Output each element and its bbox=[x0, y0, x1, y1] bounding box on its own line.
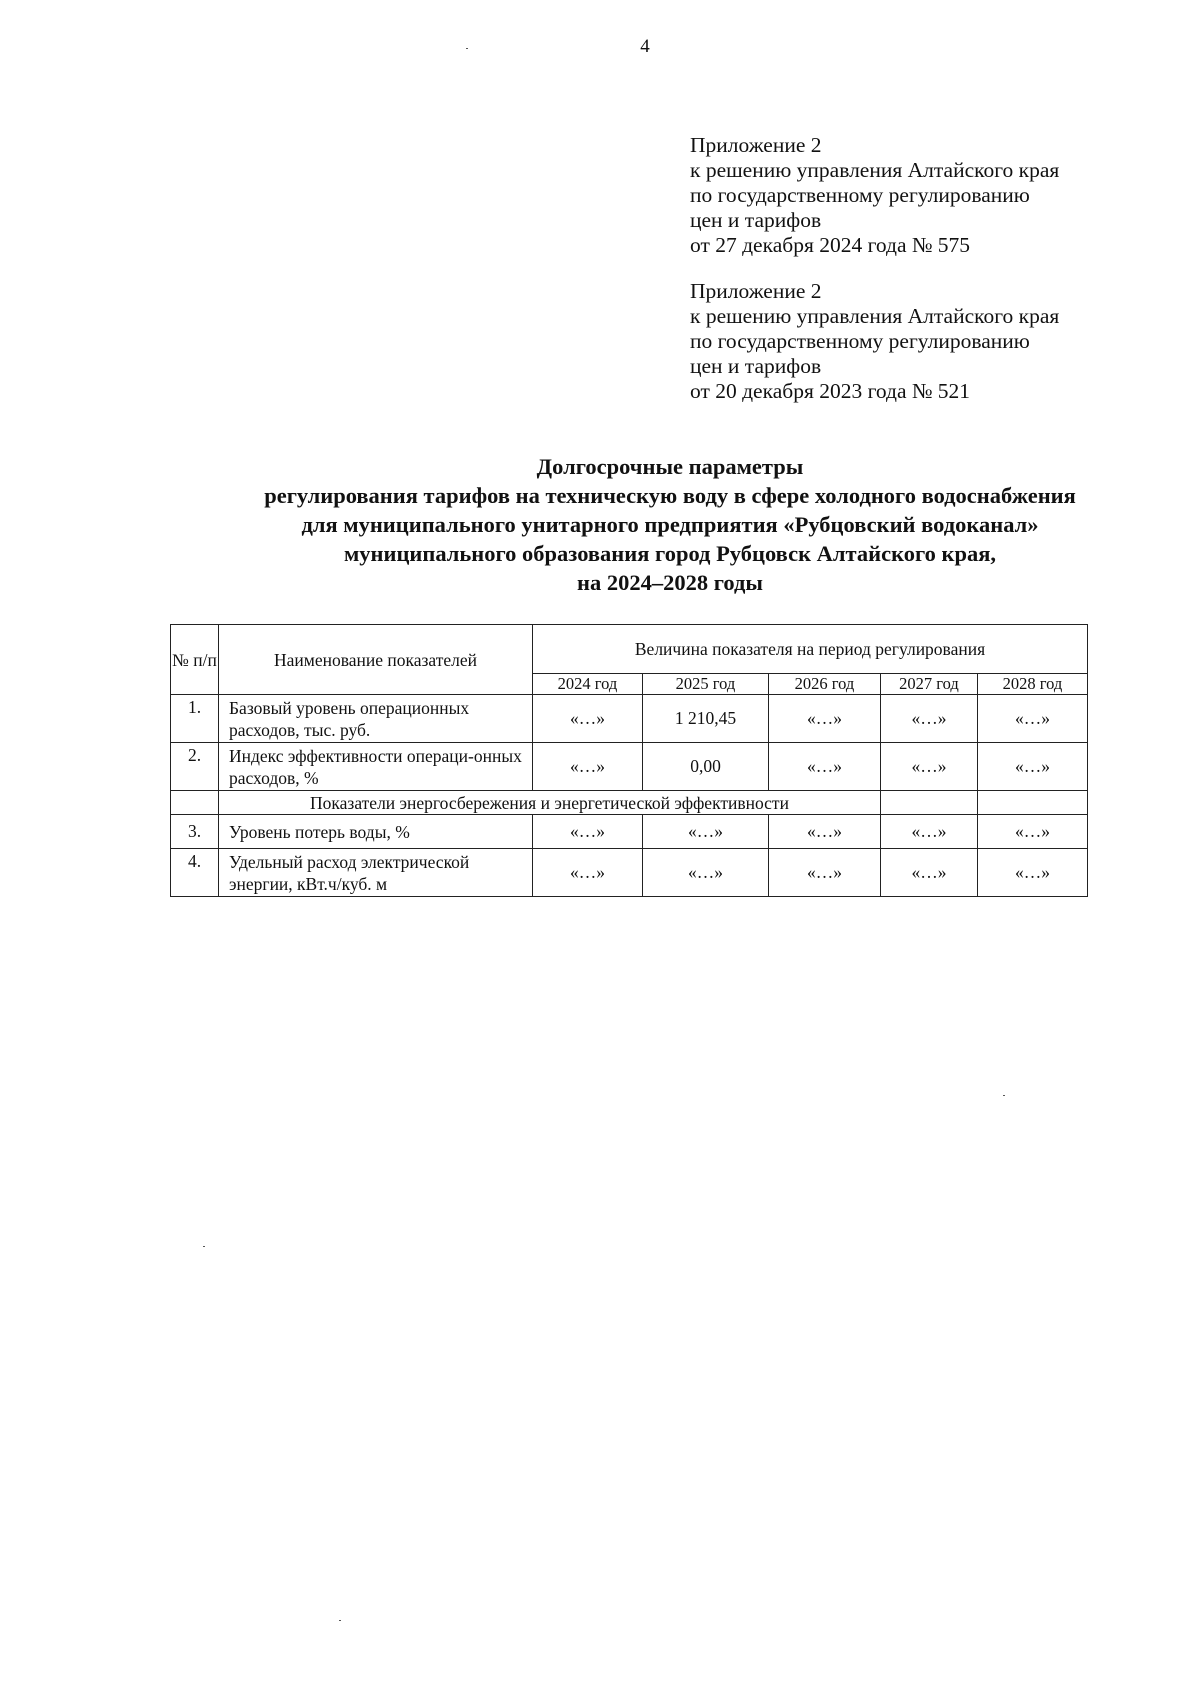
appendix-line: цен и тарифов bbox=[690, 354, 822, 378]
row-value: 1 210,45 bbox=[643, 695, 769, 743]
row-number: 4. bbox=[171, 849, 219, 897]
row-value: 0,00 bbox=[643, 743, 769, 791]
scan-speck bbox=[1003, 1095, 1005, 1096]
appendix-note-current bbox=[690, 133, 1160, 258]
table-row bbox=[171, 743, 1088, 791]
appendix-line: Приложение 2 bbox=[690, 279, 822, 303]
row-value: «…» bbox=[978, 849, 1088, 897]
appendix-line: Приложение 2 bbox=[690, 133, 822, 157]
header-year: 2026 год bbox=[769, 674, 881, 695]
title-line: муниципального образования город Рубцовск Алтайского края, bbox=[343, 541, 997, 566]
row-number: 3. bbox=[171, 815, 219, 849]
row-value: «…» bbox=[533, 815, 643, 849]
section-empty-cell bbox=[978, 791, 1088, 815]
section-row bbox=[171, 791, 1088, 815]
row-value: «…» bbox=[533, 743, 643, 791]
title-line: регулирования тарифов на техническую воду в сфере холодного водоснабжения bbox=[264, 483, 1076, 508]
section-title: Показатели энергосбережения и энергетической эффективности bbox=[219, 791, 881, 815]
row-value: «…» bbox=[881, 743, 978, 791]
appendix-line: по государственному регулированию bbox=[690, 183, 1030, 207]
row-value: «…» bbox=[978, 743, 1088, 791]
row-number: 1. bbox=[171, 695, 219, 743]
appendix-line: к решению управления Алтайского края bbox=[690, 158, 1060, 182]
document-title bbox=[150, 452, 1190, 597]
appendix-line: от 27 декабря 2024 года № 575 bbox=[690, 233, 970, 257]
header-year: 2027 год bbox=[881, 674, 978, 695]
table-row bbox=[171, 849, 1088, 897]
row-value: «…» bbox=[643, 815, 769, 849]
page-number: 4 bbox=[640, 36, 650, 57]
table-row bbox=[171, 815, 1088, 849]
row-name: Уровень потерь воды, % bbox=[219, 815, 533, 849]
appendix-line: по государственному регулированию bbox=[690, 329, 1030, 353]
header-year: 2024 год bbox=[533, 674, 643, 695]
row-name: Базовый уровень операционных расходов, тыс. руб. bbox=[219, 695, 533, 743]
header-year: 2025 год bbox=[643, 674, 769, 695]
row-value: «…» bbox=[643, 849, 769, 897]
scan-speck bbox=[466, 48, 468, 49]
appendix-line: от 20 декабря 2023 года № 521 bbox=[690, 379, 970, 403]
section-empty-cell bbox=[171, 791, 219, 815]
header-year: 2028 год bbox=[978, 674, 1088, 695]
appendix-line: цен и тарифов bbox=[690, 208, 822, 232]
row-value: «…» bbox=[881, 815, 978, 849]
row-value: «…» bbox=[533, 695, 643, 743]
title-line: для муниципального унитарного предприятия «Рубцовский водоканал» bbox=[301, 512, 1039, 537]
scan-speck bbox=[339, 1620, 341, 1621]
row-number: 2. bbox=[171, 743, 219, 791]
row-value: «…» bbox=[769, 815, 881, 849]
section-empty-cell bbox=[881, 791, 978, 815]
header-period: Величина показателя на период регулирования bbox=[533, 625, 1088, 674]
row-value: «…» bbox=[881, 849, 978, 897]
header-number: № п/п bbox=[171, 625, 219, 695]
row-name: Удельный расход электрической энергии, кВт.ч/куб. м bbox=[219, 849, 533, 897]
row-value: «…» bbox=[881, 695, 978, 743]
title-line: Долгосрочные параметры bbox=[536, 454, 804, 479]
title-line: на 2024–2028 годы bbox=[577, 570, 763, 595]
header-name: Наименование показателей bbox=[219, 625, 533, 695]
appendix-line: к решению управления Алтайского края bbox=[690, 304, 1060, 328]
row-value: «…» bbox=[769, 743, 881, 791]
parameters-table bbox=[170, 624, 1088, 897]
row-value: «…» bbox=[533, 849, 643, 897]
table-row bbox=[171, 695, 1088, 743]
row-value: «…» bbox=[978, 815, 1088, 849]
row-name: Индекс эффективности операци-онных расходов, % bbox=[219, 743, 533, 791]
appendix-note-previous bbox=[690, 279, 1160, 404]
row-value: «…» bbox=[769, 849, 881, 897]
scan-speck bbox=[203, 1246, 205, 1247]
row-value: «…» bbox=[978, 695, 1088, 743]
row-value: «…» bbox=[769, 695, 881, 743]
